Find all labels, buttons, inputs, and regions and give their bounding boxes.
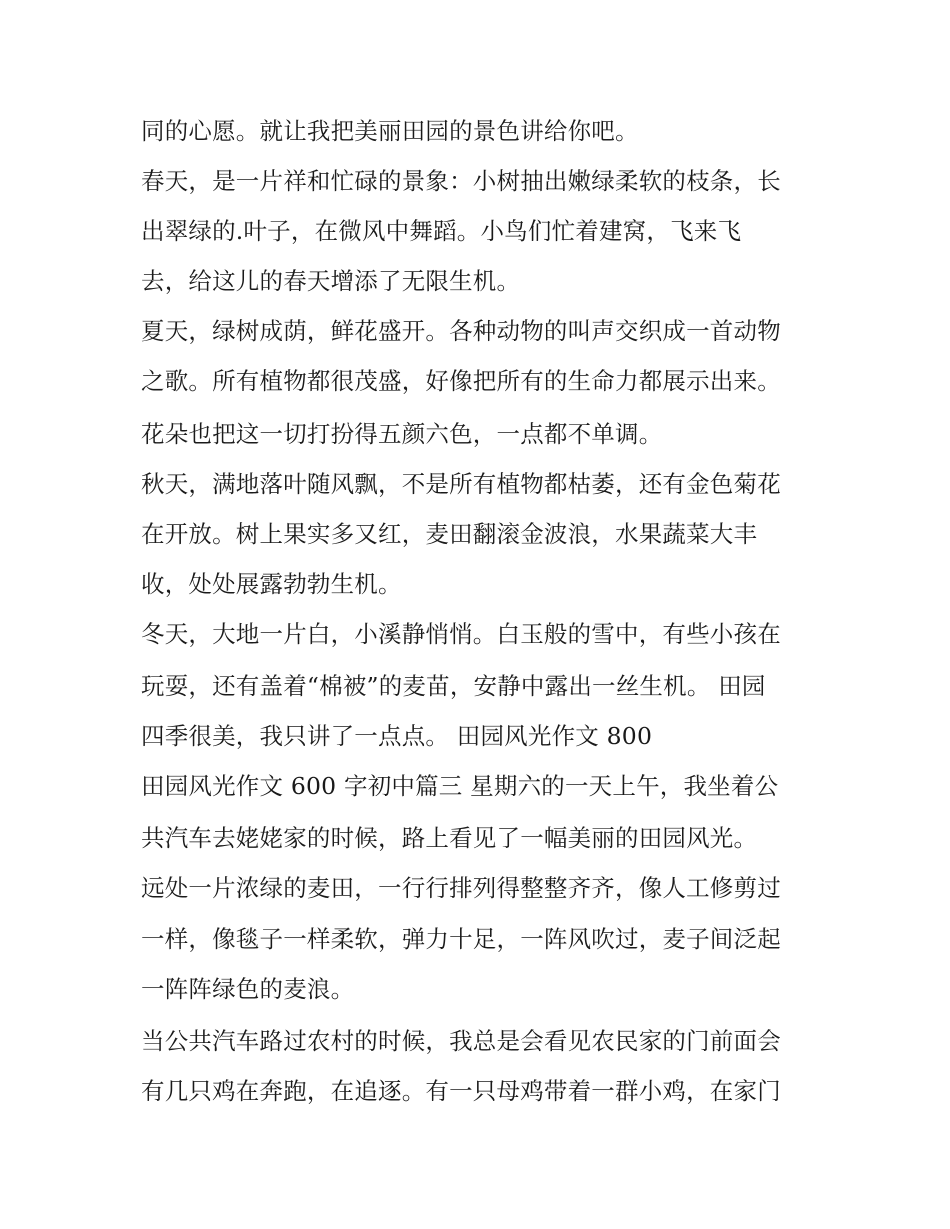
text-line: 夏天，绿树成荫，鲜花盛开。各种动物的叫声交织成一首动物 [141,317,781,345]
text-line: 收，处处展露勃勃生机。 [141,570,402,598]
text-line: 秋天，满地落叶随风飘，不是所有植物都枯萎，还有金色菊花 [141,470,781,498]
text-line: 远处一片浓绿的麦田，一行行排列得整整齐齐，像人工修剪过 [141,874,781,902]
text-line: 去，给这儿的春天增添了无限生机。 [141,267,521,295]
text-line: 同的心愿。就让我把美丽田园的景色讲给你吧。 [141,117,639,145]
text-line: 当公共汽车路过农村的时候，我总是会看见农民家的门前面会 [141,1027,781,1055]
text-line: 玩耍，还有盖着“棉被”的麦苗，安静中露出一丝生机。 田园 [141,672,766,700]
text-line: 一样，像毯子一样柔软，弹力十足，一阵风吹过，麦子间泛起 [141,925,781,953]
text-line: 在开放。树上果实多又红，麦田翻滚金波浪，水果蔬菜大丰 [141,520,758,548]
text-line: 冬天，大地一片白，小溪静悄悄。白玉般的雪中，有些小孩在 [141,620,781,648]
text-line: 春天，是一片祥和忙碌的景象：小树抽出嫩绿柔软的枝条，长 [141,167,781,195]
text-line: 田园风光作文 600 字初中篇三 星期六的一天上午，我坐着公 [141,772,779,800]
text-line: 花朵也把这一切打扮得五颜六色，一点都不单调。 [141,420,663,448]
text-line: 四季很美，我只讲了一点点。 田园风光作文 800 [141,722,653,750]
text-line: 有几只鸡在奔跑，在追逐。有一只母鸡带着一群小鸡，在家门 [141,1077,781,1105]
text-line: 之歌。所有植物都很茂盛，好像把所有的生命力都展示出来。 [141,367,781,395]
text-line: 共汽车去姥姥家的时候，路上看见了一幅美丽的田园风光。 [141,824,758,852]
text-line: 一阵阵绿色的麦浪。 [141,975,355,1003]
text-line: 出翠绿的.叶子，在微风中舞蹈。小鸟们忙着建窝，飞来飞 [141,217,742,245]
